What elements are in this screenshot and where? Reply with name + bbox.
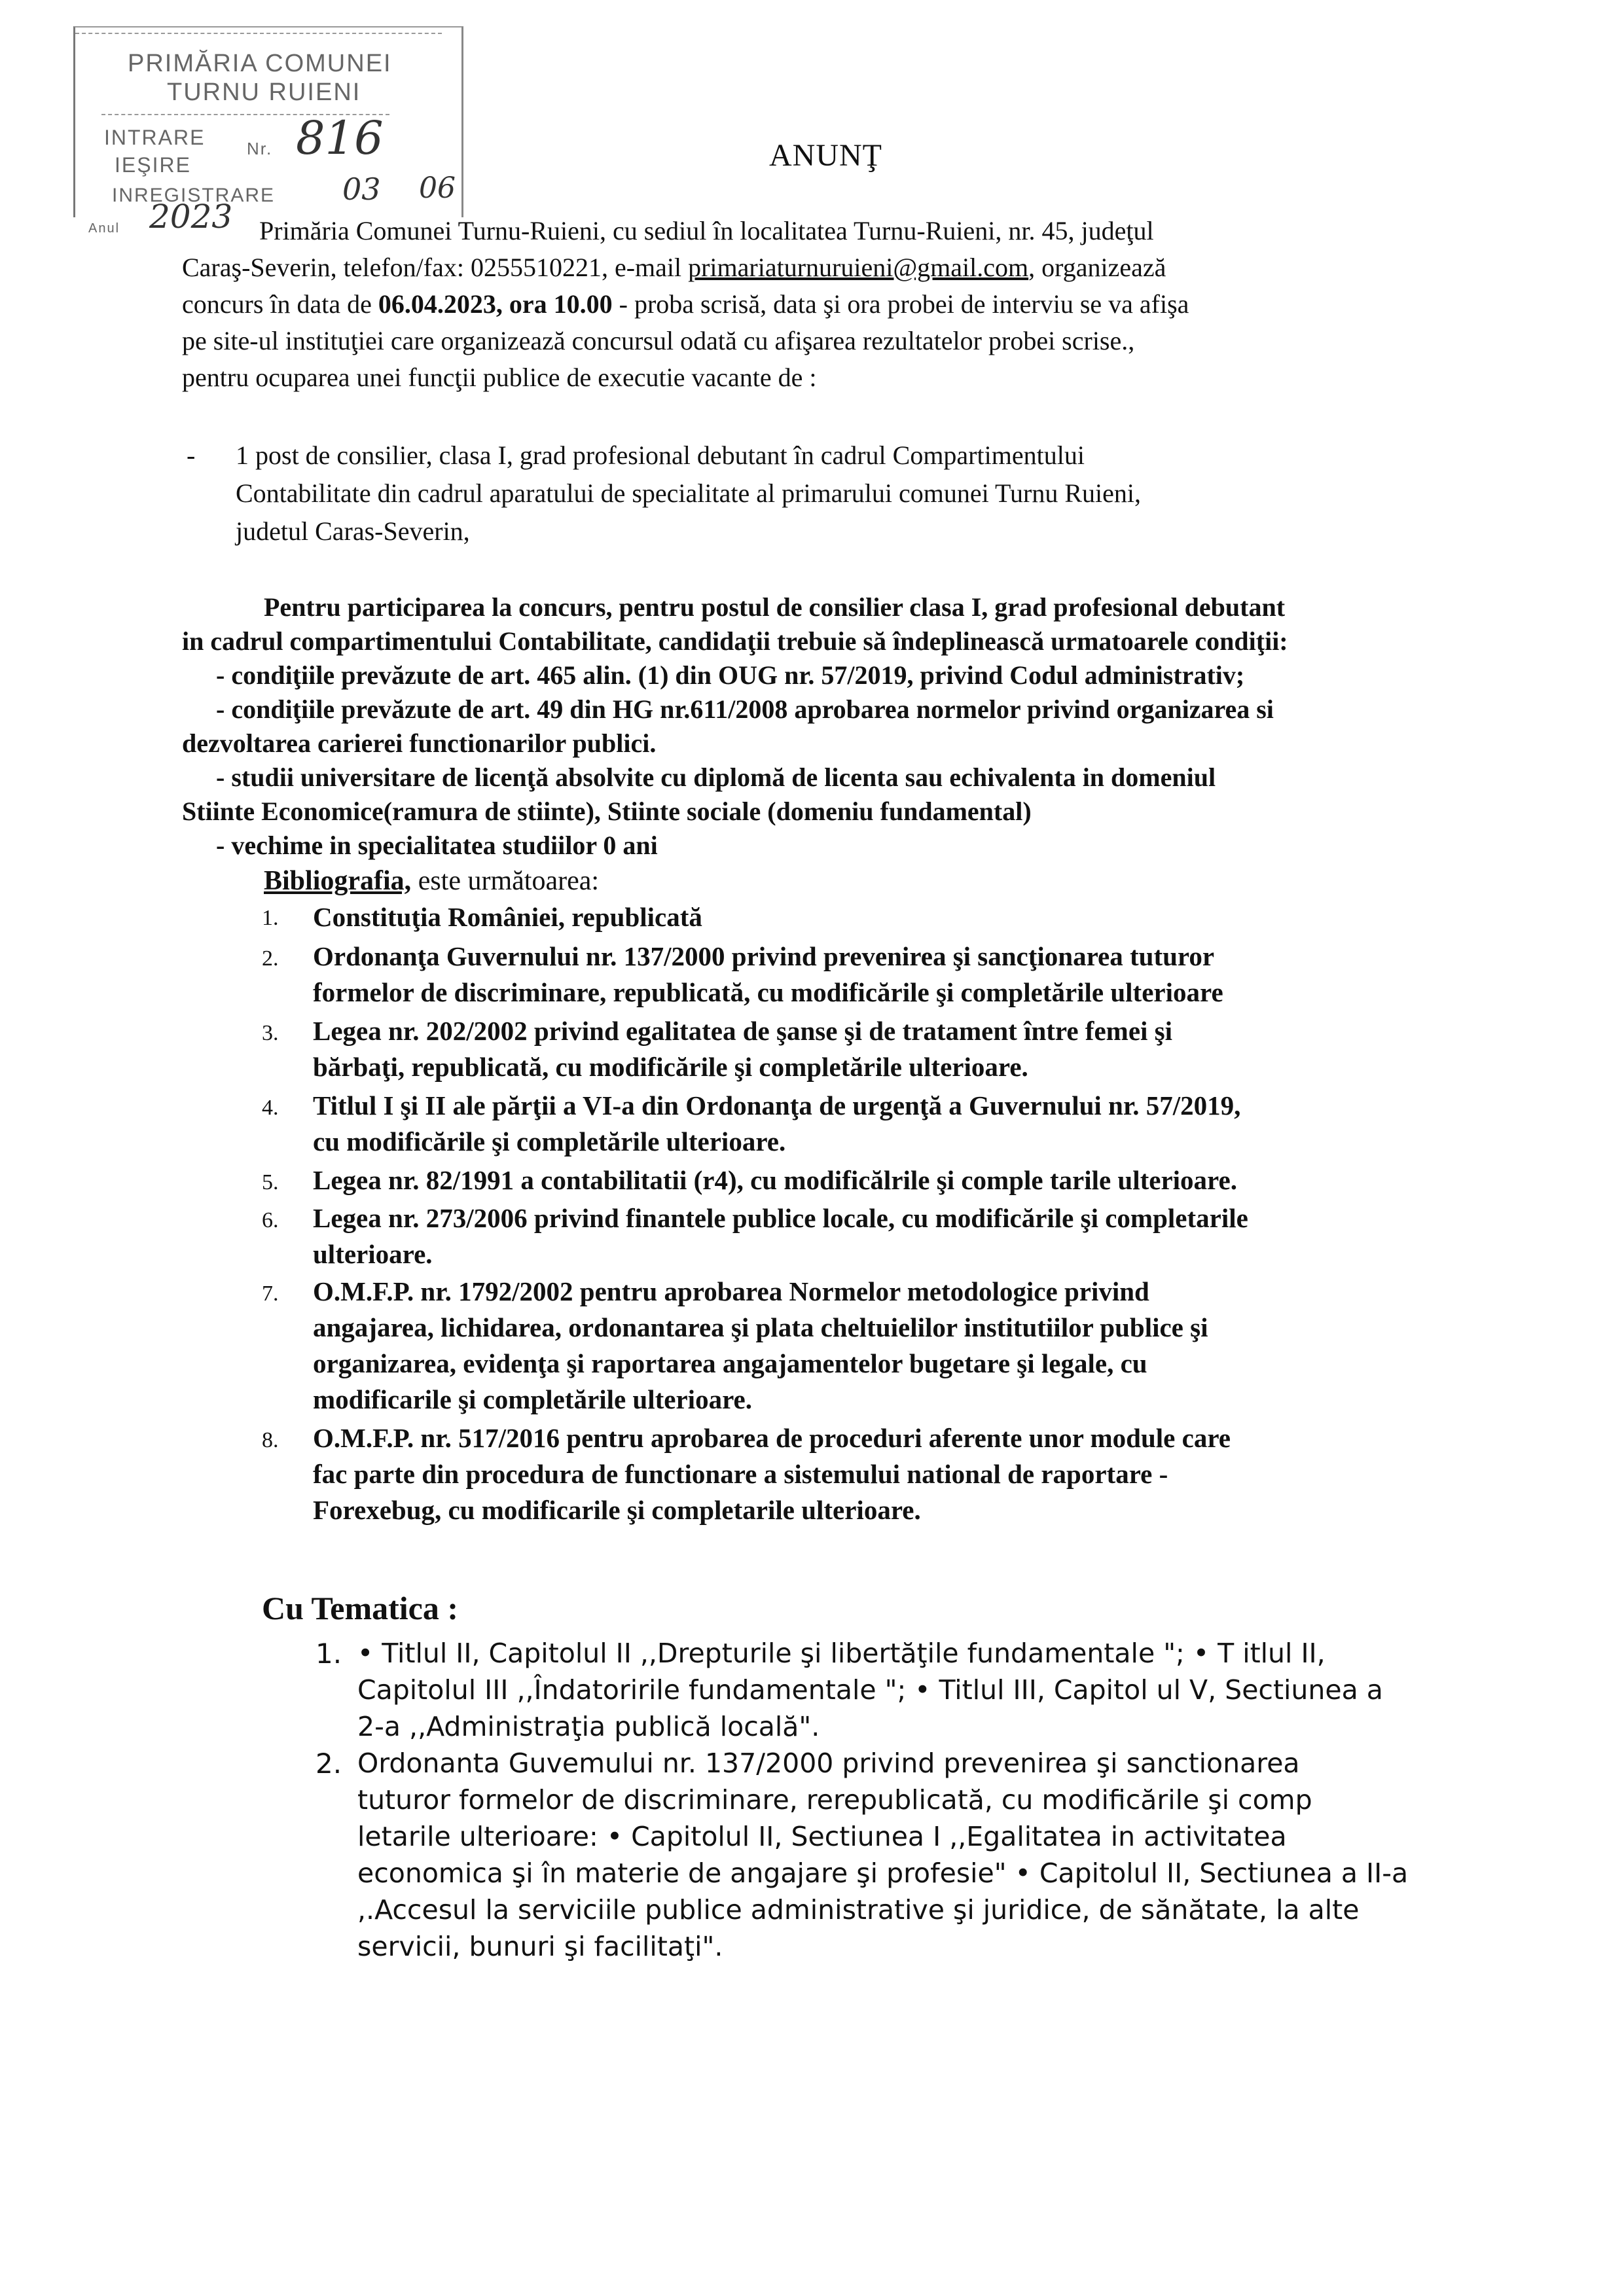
bibliography-item: Legea nr. 82/1991 a contabilitatii (r4), cu modificălrile şi comple tarile ulterioare. [313, 1165, 1237, 1195]
handwritten-registration-number: 816 [296, 111, 384, 165]
bibliography-item: modificarile şi completările ulterioare. [313, 1384, 752, 1414]
bibliography-item: Constituţia României, republicată [313, 902, 702, 932]
list-number: 4. [262, 1096, 279, 1120]
list-number: 1. [316, 1638, 342, 1670]
bibliography-item: O.M.F.P. nr. 1792/2002 pentru aprobarea Normelor metodologice privind [313, 1276, 1149, 1306]
tematica-item: Capitolul III ,,Îndatoririle fundamentale "; • Titlul III, Capitol ul V, Sectiunea a [357, 1674, 1383, 1706]
list-dash: - [187, 440, 196, 470]
intro-line: pe site-ul instituţiei care organizează concursul odată cu afişarea rezultatelor probei scrise., [182, 326, 1135, 355]
list-number: 5. [262, 1170, 279, 1194]
bibliography-item: angajarea, lichidarea, ordonantarea şi plata cheltuielilor institutiilor publice şi [313, 1312, 1208, 1342]
stamp-inregistrare-label: INREGISTRARE [112, 185, 276, 206]
stamp-iesire-label: IEŞIRE [115, 153, 191, 177]
stamp-nr-label: Nr. [247, 139, 273, 158]
list-number: 2. [316, 1748, 342, 1780]
bibliography-item: Ordonanţa Guvernului nr. 137/2000 privind prevenirea şi sancţionarea tuturor [313, 941, 1215, 971]
bibliography-item: fac parte din procedura de functionare a sistemului national de raportare - [313, 1459, 1168, 1489]
bibliography-item: O.M.F.P. nr. 517/2016 pentru aprobarea de proceduri aferente unor module care [313, 1423, 1231, 1453]
intro-text: , organizează [1028, 253, 1166, 282]
bibliography-heading [264, 863, 599, 899]
intro-text: Caraş-Severin, telefon/fax: 0255510221, e-mail [182, 253, 689, 282]
tematica-item: servicii, bunuri şi facilitaţi". [357, 1931, 723, 1962]
tematica-item: ,.Accesul la serviciile publice administrative şi juridice, de sănătate, la alte [357, 1894, 1360, 1926]
tematica-item: tuturor formelor de discriminare, rerepublicată, cu modificările şi comp [357, 1784, 1312, 1816]
stamp-intrare-label: INTRARE [104, 126, 206, 149]
conditions-line: dezvoltarea carierei functionarilor publici. [182, 728, 657, 758]
handwritten-day: 06 [419, 171, 456, 205]
stamp-divider [75, 33, 442, 34]
intro-line [182, 286, 1189, 323]
registration-stamp [73, 26, 463, 236]
bibliography-item: Legea nr. 273/2006 privind finantele publice locale, cu modificările şi completarile [313, 1203, 1248, 1233]
bibliography-item: Forexebug, cu modificarile şi completarile ulterioare. [313, 1495, 921, 1525]
tematica-item: Ordonanta Guvemului nr. 137/2000 privind prevenirea şi sanctionarea [357, 1748, 1300, 1779]
bibliography-heading-rest: este următoarea: [411, 866, 600, 896]
tematica-item: 2-a ,,Administraţia publică locală". [357, 1711, 820, 1742]
post-line: judetul Caras-Severin, [236, 516, 470, 546]
page-title: ANUNŢ [769, 138, 882, 173]
conditions-line: Pentru participarea la concurs, pentru postul de consilier clasa I, grad profesional debutant [264, 592, 1286, 622]
stamp-locality: TURNU RUIENI [167, 79, 361, 106]
bibliography-item: organizarea, evidenţa şi raportarea angajamentelor bugetare şi legale, cu [313, 1348, 1147, 1378]
list-number: 7. [262, 1282, 279, 1306]
bibliography-item: Titlul I şi II ale părţii a VI-a din Ordonanţa de urgenţă a Guvernului nr. 57/2019, [313, 1090, 1241, 1121]
conditions-line: in cadrul compartimentului Contabilitate, candidaţii trebuie să îndeplinească urmatoarele condiţii: [182, 626, 1288, 656]
conditions-line: - condiţiile prevăzute de art. 49 din HG nr.611/2008 aprobarea normelor privind organizarea si [216, 694, 1274, 724]
handwritten-year: 2023 [149, 198, 233, 236]
conditions-line: - vechime in specialitatea studiilor 0 ani [216, 831, 658, 860]
bibliography-item: ulterioare. [313, 1239, 433, 1269]
tematica-heading: Cu Tematica : [262, 1590, 458, 1626]
conditions-line: - studii universitare de licenţă absolvite cu diplomă de licenta sau echivalenta in domeniul [216, 762, 1216, 792]
email-link[interactable]: primariaturnuruieni@gmail.com [688, 253, 1029, 282]
intro-line: Primăria Comunei Turnu-Ruieni, cu sediul în localitatea Turnu-Ruieni, nr. 45, judeţul [259, 216, 1154, 245]
tematica-item: letarile ulterioare: • Capitolul II, Sectiunea I ,,Egalitatea in activitatea [357, 1821, 1287, 1852]
intro-text: concurs în data de [182, 289, 378, 319]
list-number: 2. [262, 946, 279, 971]
tematica-item: • Titlul II, Capitolul II ,,Drepturile şi libertăţile fundamentale "; • T itlul II, [357, 1638, 1326, 1669]
handwritten-month: 03 [342, 171, 381, 207]
stamp-year-label: Anul [88, 221, 120, 236]
list-number: 3. [262, 1021, 279, 1045]
post-line: 1 post de consilier, clasa I, grad profesional debutant în cadrul Compartimentului [236, 440, 1085, 470]
bibliography-item: Legea nr. 202/2002 privind egalitatea de şanse şi de tratament între femei şi [313, 1016, 1173, 1046]
bibliography-item: bărbaţi, republicată, cu modificările şi completările ulterioare. [313, 1052, 1028, 1082]
intro-line [182, 249, 1166, 286]
list-number: 8. [262, 1428, 279, 1452]
stamp-institution: PRIMĂRIA COMUNEI [128, 50, 392, 77]
intro-text: - proba scrisă, data şi ora probei de interviu se va afişa [612, 289, 1189, 319]
conditions-line: - condiţiile prevăzute de art. 465 alin. (1) din OUG nr. 57/2019, privind Codul administrativ; [216, 660, 1245, 690]
list-number: 6. [262, 1208, 279, 1232]
bibliography-item: formelor de discriminare, republicată, cu modificările şi completările ulterioare [313, 977, 1223, 1007]
exam-date: 06.04.2023, ora 10.00 [378, 289, 613, 319]
post-line: Contabilitate din cadrul aparatului de specialitate al primarului comunei Turnu Ruieni, [236, 478, 1141, 508]
bibliography-item: cu modificările şi completările ulterioare. [313, 1126, 786, 1157]
list-number: 1. [262, 906, 279, 930]
intro-line: pentru ocuparea unei funcţii publice de executie vacante de : [182, 363, 817, 392]
bibliography-heading-label: Bibliografia, [264, 866, 412, 896]
conditions-line: Stiinte Economice(ramura de stiinte), Stiinte sociale (domeniu fundamental) [182, 797, 1032, 826]
tematica-item: economica şi în materie de angajare şi profesie" • Capitolul II, Sectiunea a II-a [357, 1857, 1409, 1889]
